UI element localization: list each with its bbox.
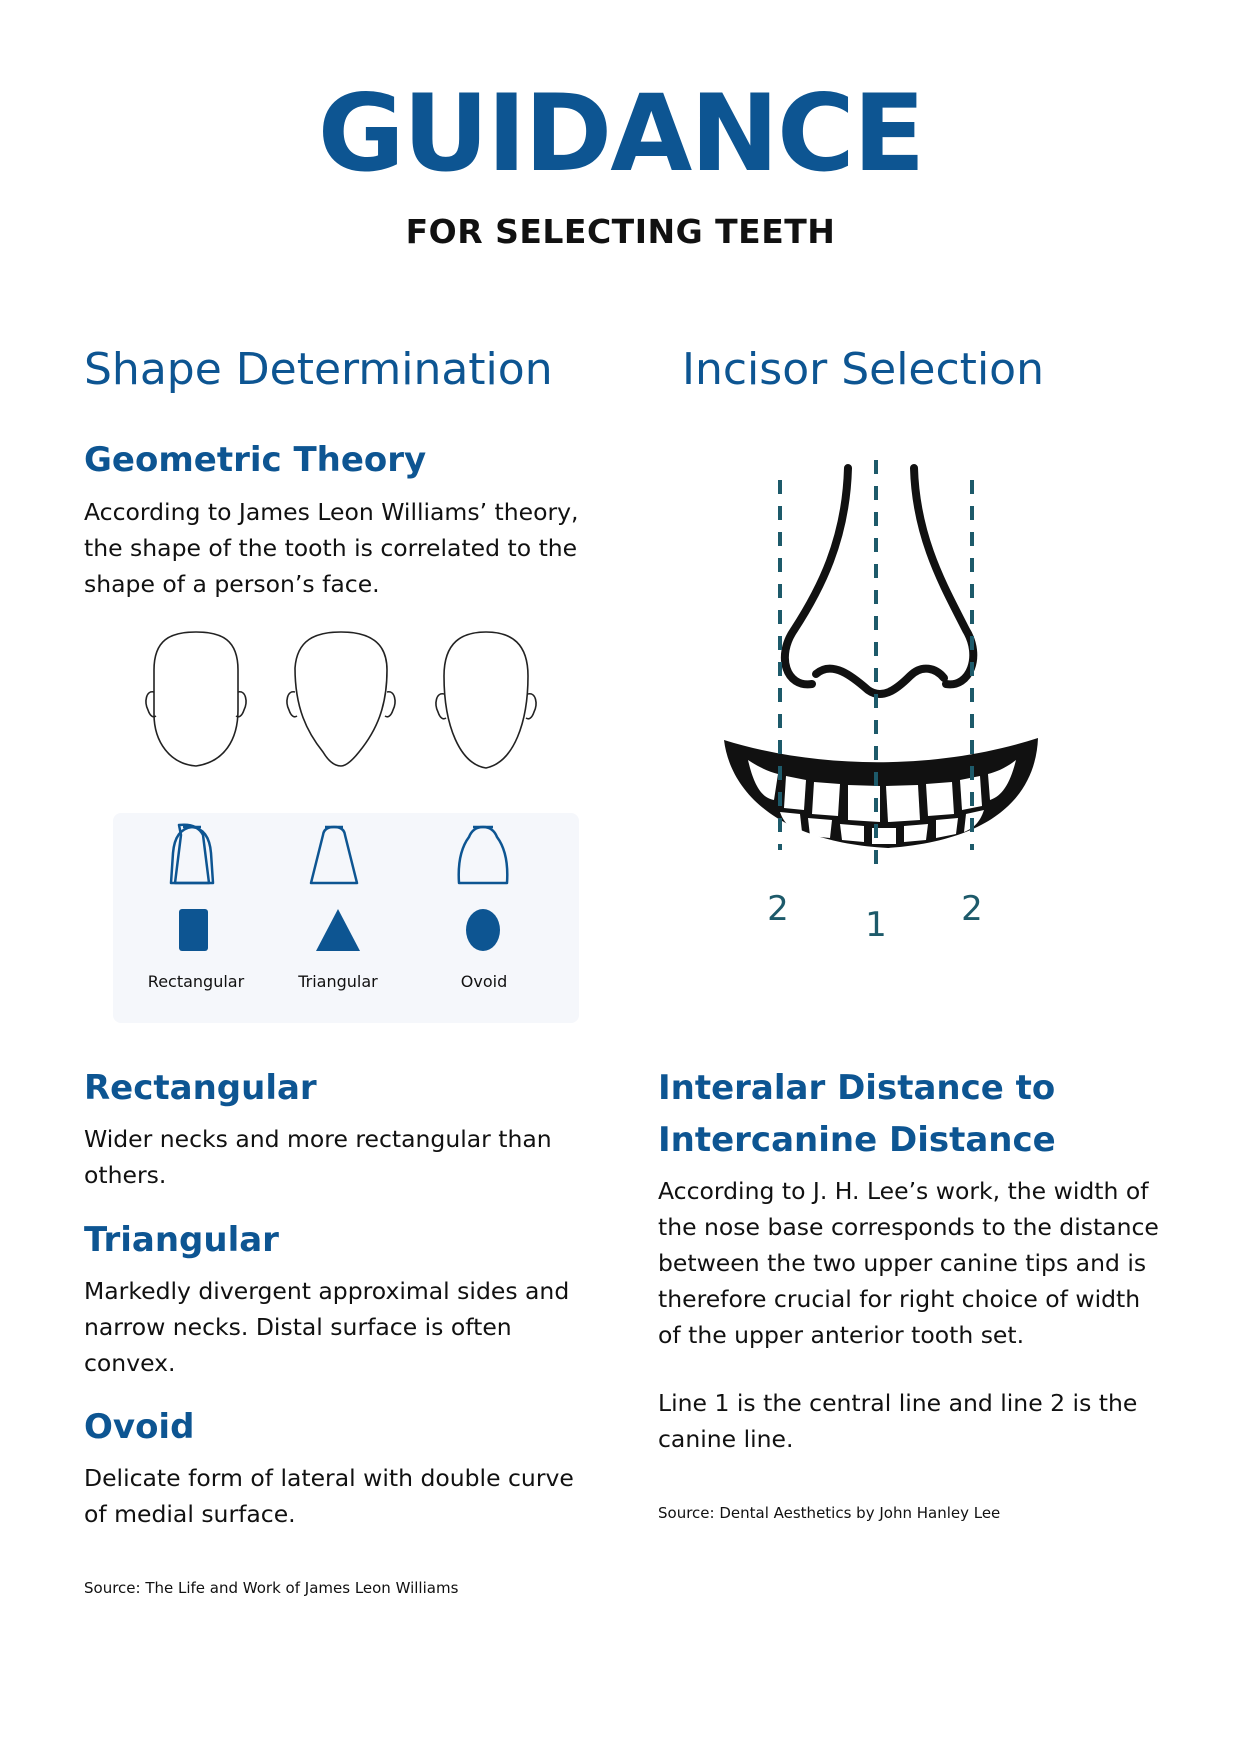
source-left: Source: The Life and Work of James Leon Williams	[84, 1579, 459, 1597]
face-outlines-illustration	[140, 630, 540, 780]
page-subtitle: FOR SELECTING TEETH	[405, 212, 836, 251]
text-line: the shape of the tooth is correlated to the	[84, 534, 578, 562]
tooth-shapes-illustration	[113, 813, 579, 963]
text-line: others.	[84, 1161, 167, 1189]
nose-icon	[785, 468, 973, 694]
ovoid-text	[84, 1460, 604, 1532]
heading-triangular: Triangular	[84, 1220, 279, 1260]
text-line: convex.	[84, 1349, 176, 1377]
section-title-incisor-selection: Incisor Selection	[682, 344, 1044, 395]
line-note-text	[658, 1385, 1198, 1457]
triangular-tooth-icon	[311, 827, 357, 883]
ovoid-face-icon	[436, 632, 536, 768]
text-line: shape of a person’s face.	[84, 570, 380, 598]
triangular-text	[84, 1273, 604, 1381]
line-label-left: 2	[767, 889, 789, 929]
interalar-text	[658, 1173, 1198, 1353]
shape-label-ovoid: Ovoid	[460, 972, 508, 991]
geometric-theory-text	[84, 494, 604, 602]
rectangular-text	[84, 1121, 604, 1193]
text-line: of medial surface.	[84, 1500, 296, 1528]
heading-line: Intercanine Distance	[658, 1120, 1056, 1160]
rectangular-face-icon	[146, 632, 246, 766]
text-line: Delicate form of lateral with double curve	[84, 1464, 574, 1492]
text-line: of the upper anterior tooth set.	[658, 1321, 1025, 1349]
smile-teeth-icon	[724, 738, 1038, 848]
text-line: therefore crucial for right choice of width	[658, 1285, 1141, 1313]
text-line: According to James Leon Williams’ theory,	[84, 498, 579, 526]
source-right: Source: Dental Aesthetics by John Hanley Lee	[658, 1504, 1001, 1522]
heading-interalar-distance	[658, 1062, 1056, 1166]
line-label-center: 1	[865, 905, 887, 945]
oval-shape-icon	[466, 909, 500, 951]
text-line: narrow necks. Distal surface is often	[84, 1313, 512, 1341]
triangle-shape-icon	[316, 909, 360, 951]
shape-label-rectangular: Rectangular	[147, 972, 245, 991]
rectangle-shape-icon	[179, 909, 208, 951]
text-line: canine line.	[658, 1425, 794, 1453]
triangular-face-icon	[287, 632, 395, 766]
text-line: the nose base corresponds to the distance	[658, 1213, 1159, 1241]
rectangular-tooth-icon	[171, 825, 213, 883]
shape-label-triangular: Triangular	[298, 972, 378, 991]
section-title-shape-determination: Shape Determination	[84, 344, 553, 395]
heading-rectangular: Rectangular	[84, 1068, 317, 1108]
text-line: Wider necks and more rectangular than	[84, 1125, 552, 1153]
nose-smile-diagram	[700, 450, 1060, 970]
text-line: Line 1 is the central line and line 2 is the	[658, 1389, 1138, 1417]
text-line: Markedly divergent approximal sides and	[84, 1277, 570, 1305]
heading-line: Interalar Distance to	[658, 1068, 1056, 1108]
heading-geometric-theory: Geometric Theory	[84, 440, 427, 480]
text-line: between the two upper canine tips and is	[658, 1249, 1147, 1277]
ovoid-tooth-icon	[459, 827, 508, 883]
text-line: According to J. H. Lee’s work, the width of	[658, 1177, 1149, 1205]
heading-ovoid: Ovoid	[84, 1407, 195, 1447]
line-label-right: 2	[961, 889, 983, 929]
page-title: GUIDANCE	[317, 72, 924, 195]
